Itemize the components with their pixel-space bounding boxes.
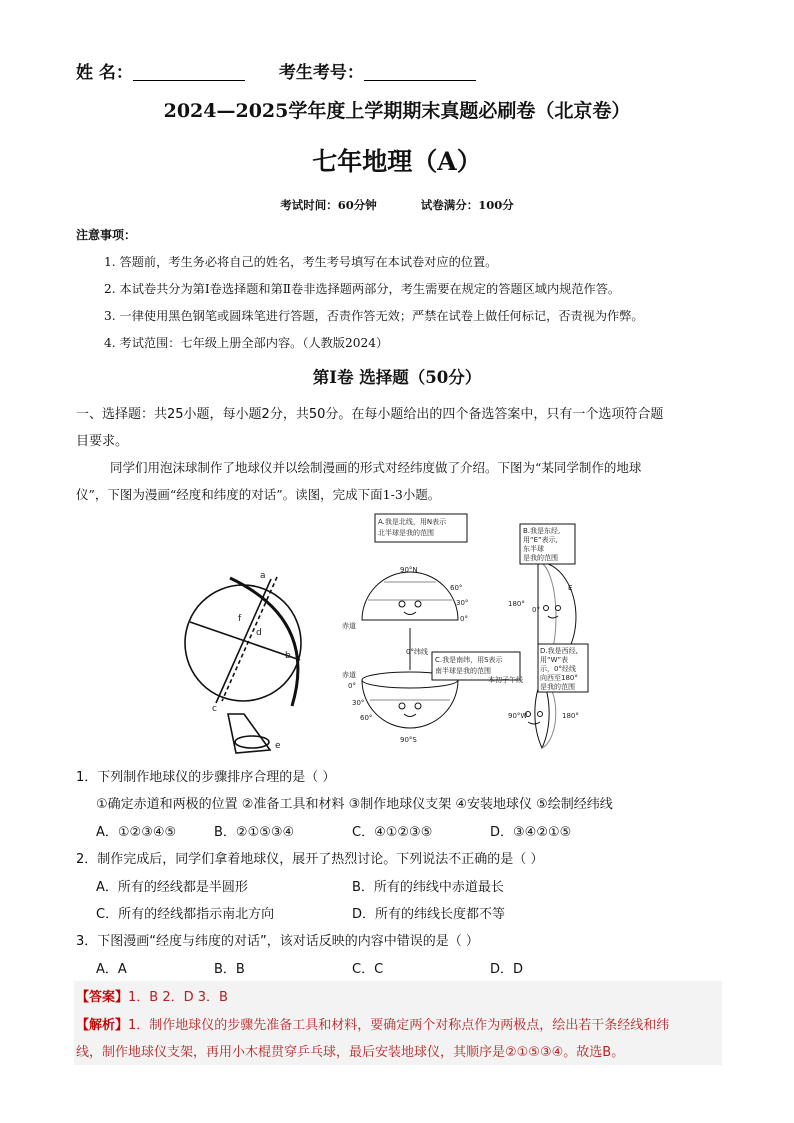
lat-south-label: 90°S	[400, 736, 417, 744]
lon-label: 180°	[508, 600, 525, 608]
globe-label-b: b	[285, 651, 291, 661]
question-1-option-b[interactable]: B．②①⑤③④	[214, 825, 295, 840]
notice-item: 1. 答题前，考生务必将自己的姓名，考生考号填写在本试卷对应的位置。	[104, 255, 498, 269]
bubble-d-line: D.我是西经,	[540, 647, 578, 655]
name-blank[interactable]	[133, 64, 245, 81]
name-row	[76, 58, 504, 83]
question-1-steps: ①确定赤道和两极的位置 ②准备工具和材料 ③制作地球仪支架 ④安装地球仪 ⑤绘制经纬线	[96, 797, 613, 812]
exam-no-blank[interactable]	[364, 64, 476, 81]
question-3-option-a[interactable]: A．A	[96, 962, 127, 977]
globe-label-f: f	[238, 614, 242, 624]
notice-item: 4. 考试范围：七年级上册全部内容。（人教版2024）	[104, 336, 389, 350]
lon-label: 180°	[562, 712, 579, 720]
lat-north-label: 90°N	[400, 566, 418, 574]
notice-item: 2. 本试卷共分为第Ⅰ卷选择题和第Ⅱ卷非选择题两部分，考生需要在规定的答题区域内规范作答。	[104, 282, 621, 296]
lat-south-label: 30°	[352, 699, 365, 707]
exam-no-label: 考生考号：	[278, 63, 364, 83]
lon-label: 0°	[532, 606, 540, 614]
analysis-line	[76, 1014, 669, 1033]
equator-label: 赤道	[342, 671, 356, 679]
question-1-option-c[interactable]: C．④①②③⑤	[352, 825, 433, 840]
globe-label-e: e	[275, 741, 281, 751]
bubble-a-line: 北半球是我的范围	[378, 529, 434, 537]
north-hemisphere-character	[362, 572, 458, 620]
analysis-line-2: 线，制作地球仪支架，再用小木棍贯穿乒乓球，最后安装地球仪，其顺序是②①⑤③④。故选B。	[76, 1045, 625, 1060]
instructions-line: 目要求。	[76, 434, 129, 449]
intro-line: 仪”，下图为漫画“经度和纬度的对话”。读图，完成下面1-3小题。	[76, 487, 441, 502]
lon-label: E	[568, 584, 573, 592]
globe-illustration	[185, 577, 301, 753]
lat-north-label: 0°	[460, 615, 468, 623]
page-title: 2024—2025学年度上学期期末真题必刷卷（北京卷）	[163, 100, 631, 122]
analysis-text: 1．制作地球仪的步骤先准备工具和材料，要确定两个对称点作为两极点，绘出若干条经线和纬	[128, 1018, 670, 1033]
equator-label: 赤道	[342, 622, 356, 630]
question-2-stem: 2．制作完成后，同学们拿着地球仪，展开了热烈讨论。下列说法不正确的是（ ）	[76, 852, 544, 867]
question-1-option-d[interactable]: D．③④②①⑤	[490, 825, 572, 840]
bubble-a-line: A.我是北线，用N表示	[378, 518, 447, 526]
name-label: 姓 名：	[76, 63, 133, 83]
question-3-option-b[interactable]: B．B	[214, 962, 245, 977]
question-2-option-a[interactable]: A．所有的经线都是半圆形	[96, 880, 248, 895]
lon-label: 90°W	[508, 712, 528, 720]
question-3-stem: 3．下图漫画“经度与纬度的对话”，该对话反映的内容中错误的是（ ）	[76, 934, 479, 949]
lat-south-label: 60°	[360, 714, 373, 722]
exam-score: 试卷满分：100分	[420, 198, 514, 212]
globe-label-c: c	[212, 704, 217, 714]
globe-label-a: a	[260, 571, 266, 581]
question-2-option-b[interactable]: B．所有的纬线中赤道最长	[352, 880, 504, 895]
question-2-option-d[interactable]: D．所有的纬线长度都不等	[352, 907, 506, 922]
bubble-c-line: 南半球是我的范围	[435, 667, 491, 675]
exam-time: 考试时间：60分钟	[280, 198, 377, 212]
exam-meta	[0, 197, 794, 213]
page-subtitle: 七年地理（A）	[312, 147, 482, 176]
bubble-d-line: 是我的范围	[540, 683, 575, 691]
lat-south-label: 0°	[348, 682, 356, 690]
question-3-option-c[interactable]: C．C	[352, 962, 384, 977]
globe-label-d: d	[256, 628, 262, 638]
question-1-option-a[interactable]: A．①②③④⑤	[96, 825, 177, 840]
instructions-line: 一、选择题：共25小题，每小题2分，共50分。在每小题给出的四个备选答案中，只有一个选项符合题	[76, 407, 664, 422]
bubble-b-line: B.我是东经,	[523, 527, 561, 535]
analysis-label: 【解析】	[76, 1018, 129, 1033]
notice-heading: 注意事项：	[76, 228, 137, 242]
answer-label: 【答案】	[76, 990, 129, 1005]
prime-meridian-label: 本初子午线	[488, 676, 523, 684]
intro-line: 同学们用泡沫球制作了地球仪并以绘制漫画的形式对经纬度做了介绍。下图为“某同学制作的地球	[110, 460, 642, 475]
answer-text: 1．B 2．D 3．B	[128, 990, 228, 1005]
figure-globe-and-comic	[170, 510, 590, 755]
bubble-c-line: C.我是南纬，用S表示	[435, 656, 503, 664]
lat-north-label: 60°	[450, 584, 463, 592]
question-3-option-d[interactable]: D．D	[490, 962, 524, 977]
answer-line	[76, 986, 228, 1005]
question-2-option-c[interactable]: C．所有的经线都指示南北方向	[96, 907, 275, 922]
section-title: 第Ⅰ卷 选择题（50分）	[312, 368, 482, 387]
zero-lat-label: 0°纬线	[406, 648, 428, 656]
lat-north-label: 30°	[456, 599, 469, 607]
question-1-stem: 1．下列制作地球仪的步骤排序合理的是（ ）	[76, 770, 336, 785]
bubble-d-line: 用“W”表	[540, 656, 569, 664]
bubble-b-line: 东半球	[523, 545, 544, 553]
bubble-b-line: 是我的范围	[523, 554, 558, 562]
bubble-b-line: 用“E”表示,	[523, 536, 558, 544]
bubble-d-line: 向西至180°	[540, 674, 578, 682]
notice-item: 3. 一律使用黑色钢笔或圆珠笔进行答题，否责作答无效；严禁在试卷上做任何标记，否责视为作弊。	[104, 309, 644, 323]
bubble-d-line: 示，0°经线	[540, 665, 576, 673]
